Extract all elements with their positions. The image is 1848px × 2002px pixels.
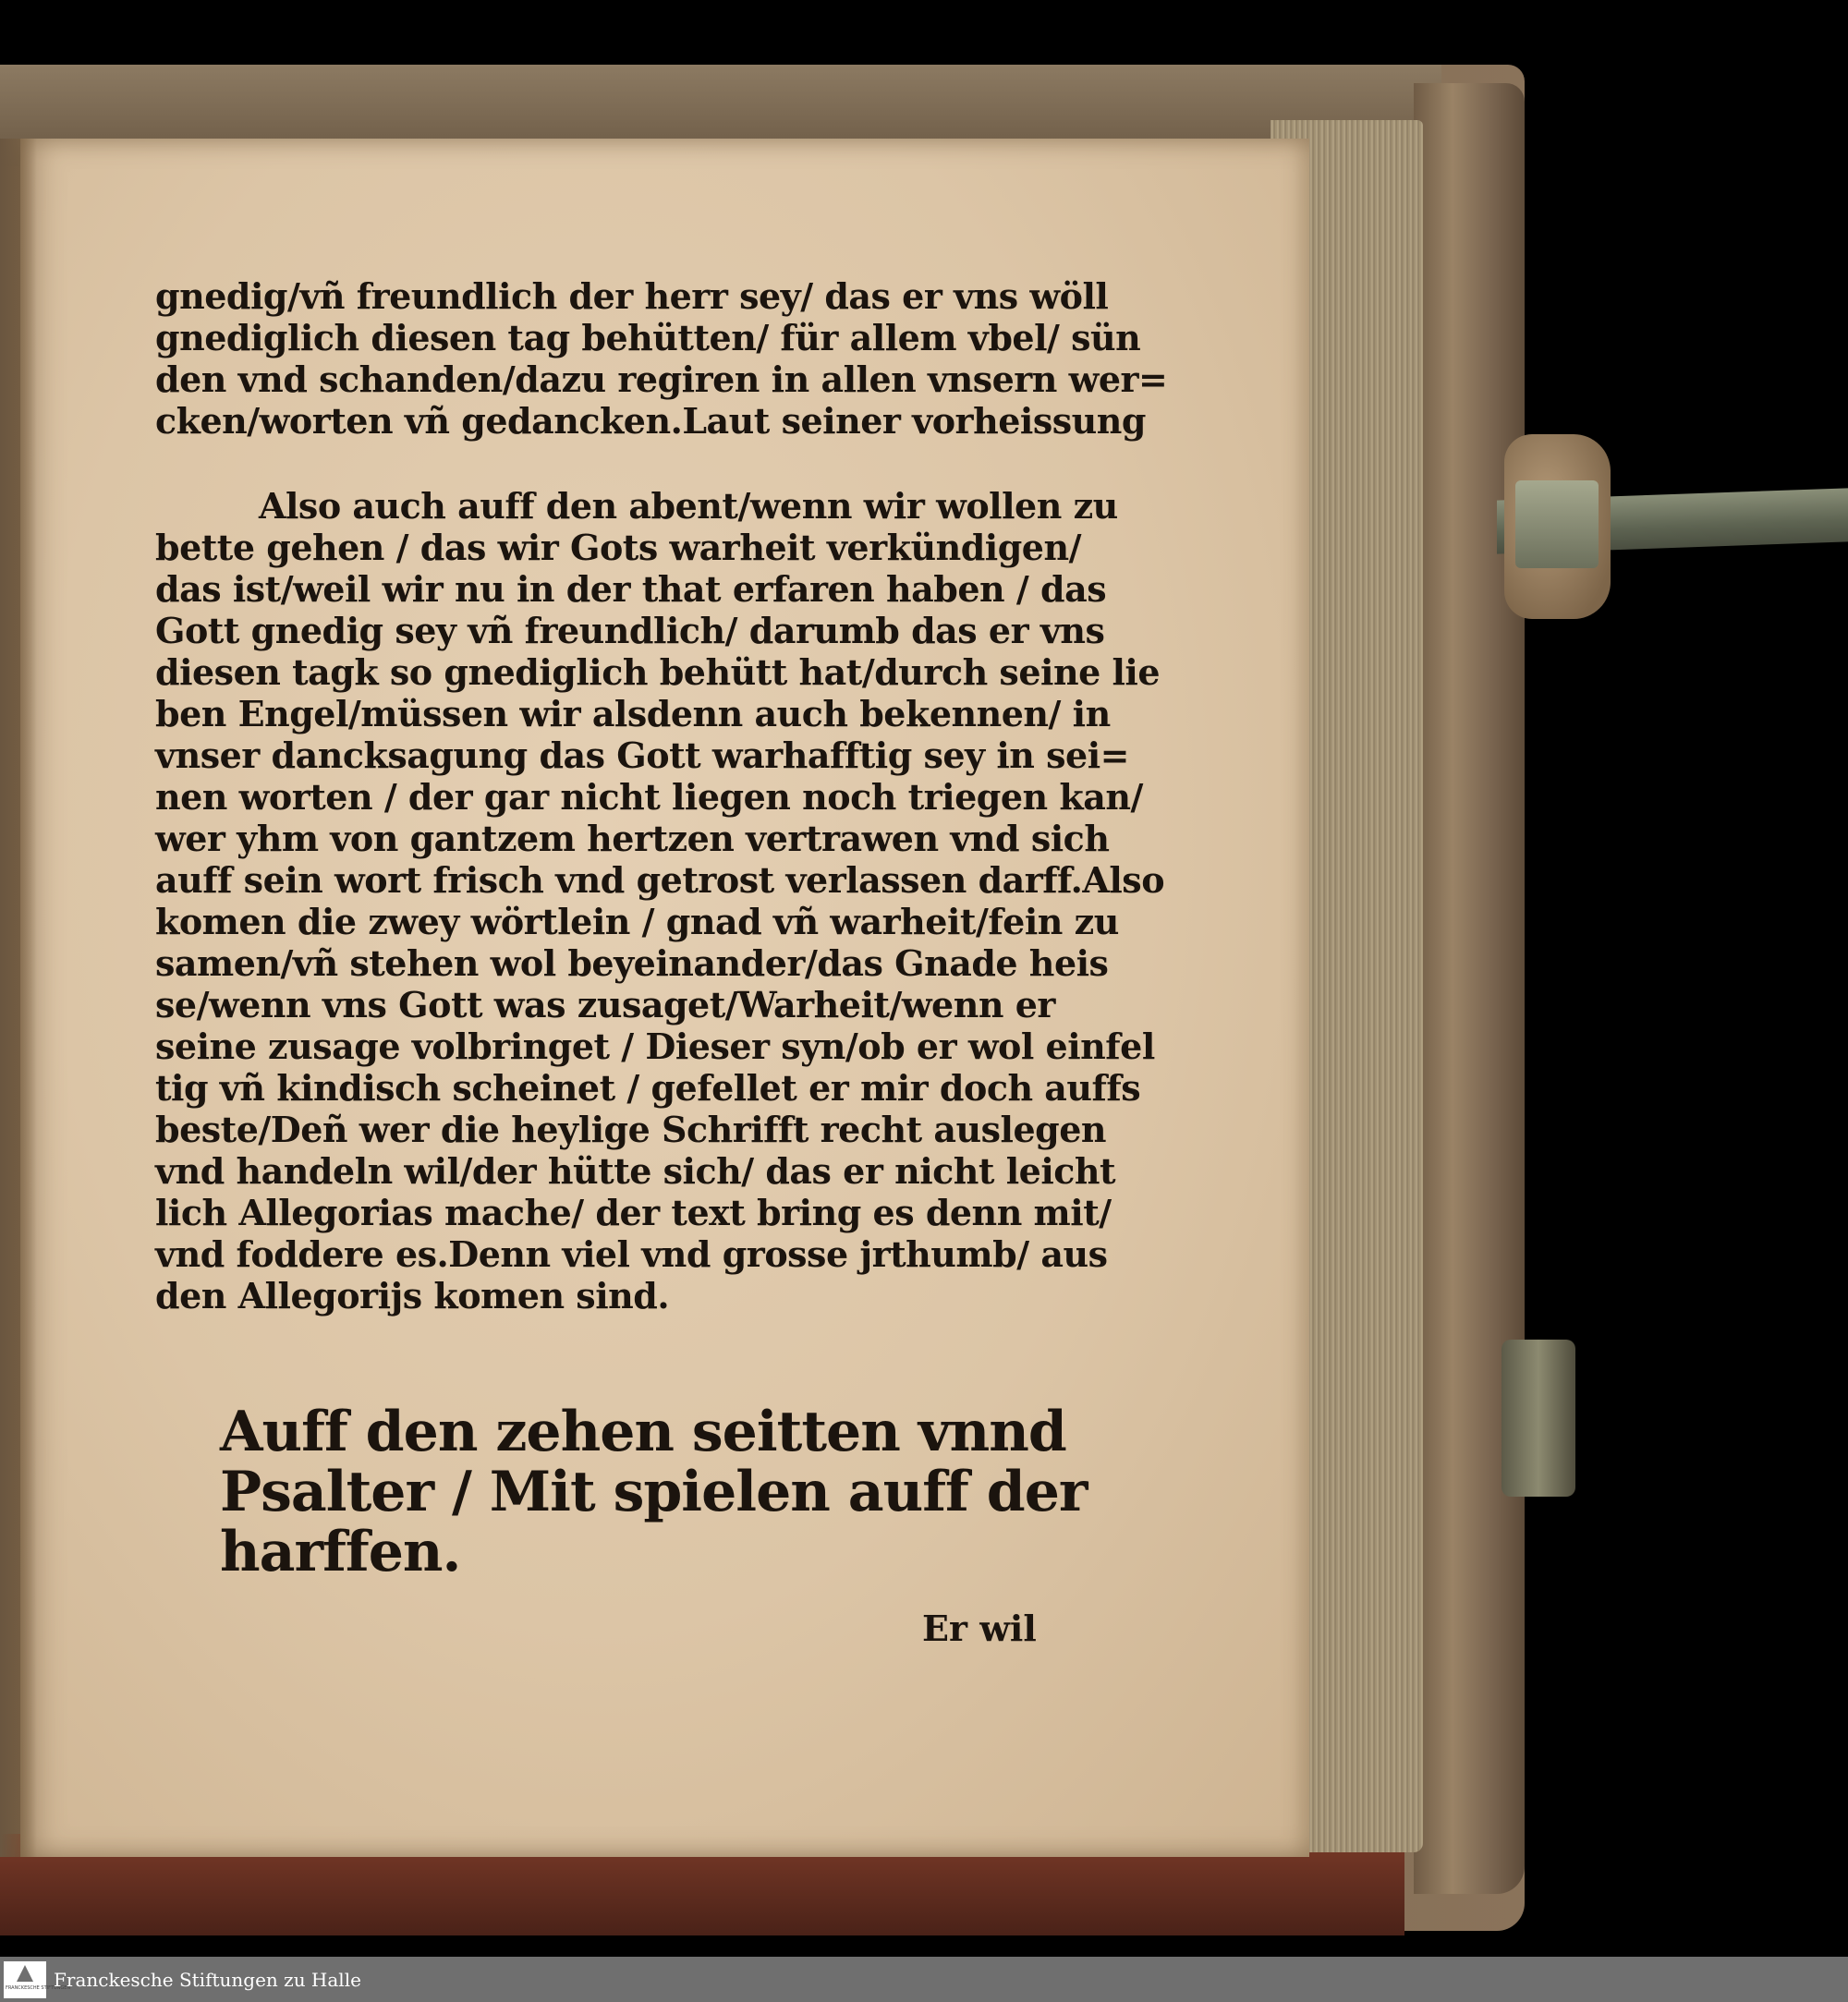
heading-line: Auff den zehen seitten vnnd: [220, 1400, 1066, 1464]
text-line: beste/Deñ wer die heylige Schrifft recht auslegen: [155, 1109, 1107, 1150]
text-line: diesen tagk so gnediglich behütt hat/durch seine lie: [155, 651, 1161, 693]
paragraph-1: [155, 275, 1168, 442]
lower-clasp: [1502, 1340, 1575, 1497]
text-line: se/wenn vns Gott was zusaget/Warheit/wenn er: [155, 984, 1055, 1025]
institution-logo: [4, 1961, 71, 1998]
text-line: lich Allegorias mache/ der text bring es denn mit/: [155, 1192, 1112, 1233]
text-line: den vnd schanden/dazu regiren in allen vnsern wer=: [155, 358, 1168, 400]
text-line: komen die zwey wörtlein / gnad vñ warheit/fein zu: [155, 901, 1119, 942]
paragraph-2: [155, 485, 1165, 1316]
page-text: [155, 275, 1168, 1316]
logo-mark-icon: [17, 1965, 33, 1982]
heading-line: harffen.: [220, 1520, 461, 1584]
logo-text: FRANCKESCHE STIFTUNGEN: [6, 1985, 71, 1991]
text-line: das ist/weil wir nu in der that erfaren haben / das: [155, 568, 1107, 610]
catchword: Er wil: [922, 1608, 1037, 1649]
book-board-edge: [1414, 83, 1525, 1894]
text-line: cken/worten vñ gedancken.Laut seiner vorheissung: [155, 400, 1146, 442]
section-heading: [220, 1400, 1088, 1584]
text-line: bette gehen / das wir Gots warheit verkündigen/: [155, 527, 1081, 568]
institution-name: Franckesche Stiftungen zu Halle: [54, 1969, 361, 1991]
text-line: wer yhm von gantzem hertzen vertrawen vnd sich: [155, 818, 1110, 859]
text-line: auff sein wort frisch vnd getrost verlassen darff.Also: [155, 859, 1165, 901]
footer-bar: [0, 1957, 1848, 2002]
text-line: gnediglich diesen tag behütten/ für allem vbel/ sün: [155, 317, 1141, 358]
text-line: vnd foddere es.Denn viel vnd grosse jrthumb/ aus: [155, 1233, 1108, 1275]
clasp-plate: [1515, 480, 1599, 568]
text-line: Gott gnedig sey vñ freundlich/ darumb das er vns: [155, 610, 1105, 651]
text-line: Also auch auff den abent/wenn wir wollen zu: [259, 485, 1118, 527]
page-gutter: [0, 139, 37, 1857]
text-line: den Allegorijs komen sind.: [155, 1275, 670, 1316]
text-line: samen/vñ stehen wol beyeinander/das Gnade heis: [155, 942, 1109, 984]
text-line: vnd handeln wil/der hütte sich/ das er nicht leicht: [155, 1150, 1116, 1192]
text-line: ben Engel/müssen wir alsdenn auch bekennen/ in: [155, 693, 1111, 734]
text-line: vnser dancksagung das Gott warhafftig sey in sei=: [155, 734, 1130, 776]
heading-line: Psalter / Mit spielen auff der: [220, 1460, 1088, 1524]
text-line: tig vñ kindisch scheinet / gefellet er mir doch auffs: [155, 1067, 1141, 1109]
text-line: gnedig/vñ freundlich der herr sey/ das er vns wöll: [155, 275, 1109, 317]
text-line: seine zusage volbringet / Dieser syn/ob er wol einfel: [155, 1025, 1155, 1067]
text-line: nen worten / der gar nicht liegen noch triegen kan/: [155, 776, 1143, 818]
